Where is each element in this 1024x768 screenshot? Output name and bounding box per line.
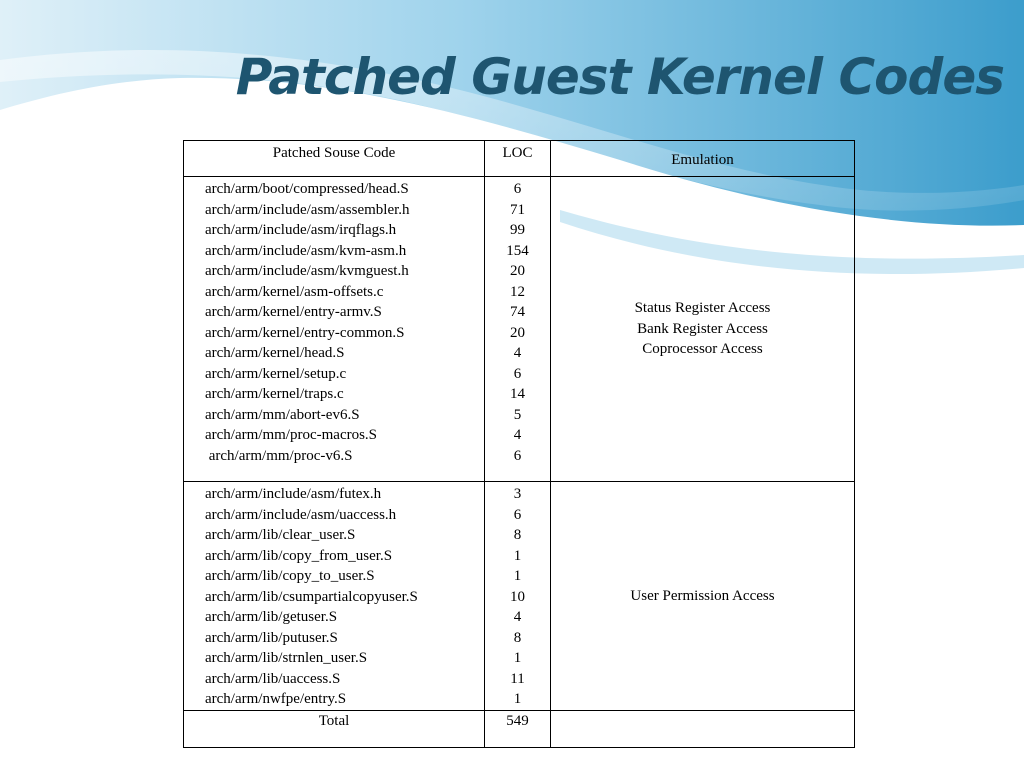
loc-value: 1 <box>513 691 522 707</box>
table-row <box>184 177 855 482</box>
file-path: arch/arm/lib/strnlen_user.S <box>205 650 368 666</box>
file-path: arch/arm/lib/putuser.S <box>205 629 338 646</box>
group-2-files-cell <box>184 482 485 711</box>
file-path: arch/arm/include/asm/irqflags.h <box>205 222 397 238</box>
file-path: arch/arm/include/asm/uaccess.h <box>205 506 397 523</box>
group-1-emulation-cell <box>551 177 855 482</box>
file-path: arch/arm/include/asm/kvm-asm.h <box>205 242 407 259</box>
loc-value: 4 <box>513 345 522 361</box>
table-header-row <box>184 141 855 177</box>
file-path: arch/arm/boot/compressed/head.S <box>205 181 409 197</box>
loc-value: 4 <box>513 609 522 625</box>
loc-value: 154 <box>506 242 529 259</box>
file-path: arch/arm/nwfpe/entry.S <box>205 691 347 707</box>
loc-value: 1 <box>513 547 522 564</box>
loc-value: 11 <box>510 670 525 687</box>
file-path: arch/arm/lib/getuser.S <box>205 609 338 625</box>
group-1-loc-cell <box>485 177 551 482</box>
group-1-files-cell <box>184 177 485 482</box>
table-row <box>184 482 855 711</box>
patched-code-table <box>183 140 855 748</box>
loc-value: 20 <box>510 263 525 279</box>
table-total-row <box>184 710 855 747</box>
loc-value: 3 <box>513 486 522 502</box>
slide-title: Patched Guest Kernel Codes <box>235 48 1004 106</box>
file-path: arch/arm/lib/csumpartialcopyuser.S <box>205 588 418 605</box>
loc-value: 8 <box>513 527 522 543</box>
emulation-label: User Permission Access <box>630 587 775 604</box>
group-2-loc-cell <box>485 482 551 711</box>
loc-value: 6 <box>513 181 522 197</box>
group-2-emulation-cell <box>551 482 855 711</box>
file-path: arch/arm/kernel/entry-common.S <box>205 324 405 341</box>
header-loc: LOC <box>485 141 551 177</box>
file-path: arch/arm/include/asm/futex.h <box>205 486 382 502</box>
loc-value: 1 <box>513 568 522 584</box>
patched-code-table-container <box>183 140 854 743</box>
loc-value: 1 <box>513 650 522 666</box>
emulation-label: Bank Register Access <box>637 320 768 337</box>
loc-value: 6 <box>513 447 522 464</box>
header-source-code: Patched Souse Code <box>184 141 485 177</box>
file-path: arch/arm/kernel/asm-offsets.c <box>205 283 384 300</box>
file-path: arch/arm/kernel/entry-armv.S <box>205 304 382 320</box>
total-emulation <box>551 710 855 747</box>
loc-value: 74 <box>510 304 525 320</box>
file-path: arch/arm/mm/proc-macros.S <box>205 427 378 443</box>
header-emulation: Emulation <box>551 141 855 177</box>
loc-value: 6 <box>513 365 522 382</box>
file-path: arch/arm/mm/abort-ev6.S <box>205 406 360 423</box>
loc-value: 99 <box>510 222 525 238</box>
loc-value: 71 <box>510 201 525 218</box>
file-path: arch/arm/include/asm/kvmguest.h <box>205 263 409 279</box>
file-path: arch/arm/include/asm/assembler.h <box>205 201 410 218</box>
file-path: arch/arm/mm/proc-v6.S <box>205 447 353 464</box>
loc-value: 20 <box>510 324 525 341</box>
loc-value: 10 <box>510 588 525 605</box>
loc-value: 5 <box>513 406 522 423</box>
file-path: arch/arm/lib/copy_from_user.S <box>205 547 393 564</box>
total-label: Total <box>184 710 485 747</box>
file-path: arch/arm/kernel/traps.c <box>205 386 344 402</box>
loc-value: 12 <box>510 283 525 300</box>
file-path: arch/arm/kernel/setup.c <box>205 365 347 382</box>
loc-value: 4 <box>513 427 522 443</box>
emulation-label: Status Register Access <box>634 300 771 317</box>
file-path: arch/arm/kernel/head.S <box>205 345 345 361</box>
total-loc: 549 <box>485 710 551 747</box>
loc-value: 14 <box>510 386 525 402</box>
loc-value: 8 <box>513 629 522 646</box>
emulation-label: Coprocessor Access <box>642 341 763 358</box>
loc-value: 6 <box>513 506 522 523</box>
file-path: arch/arm/lib/clear_user.S <box>205 527 356 543</box>
file-path: arch/arm/lib/uaccess.S <box>205 670 341 687</box>
file-path: arch/arm/lib/copy_to_user.S <box>205 568 375 584</box>
